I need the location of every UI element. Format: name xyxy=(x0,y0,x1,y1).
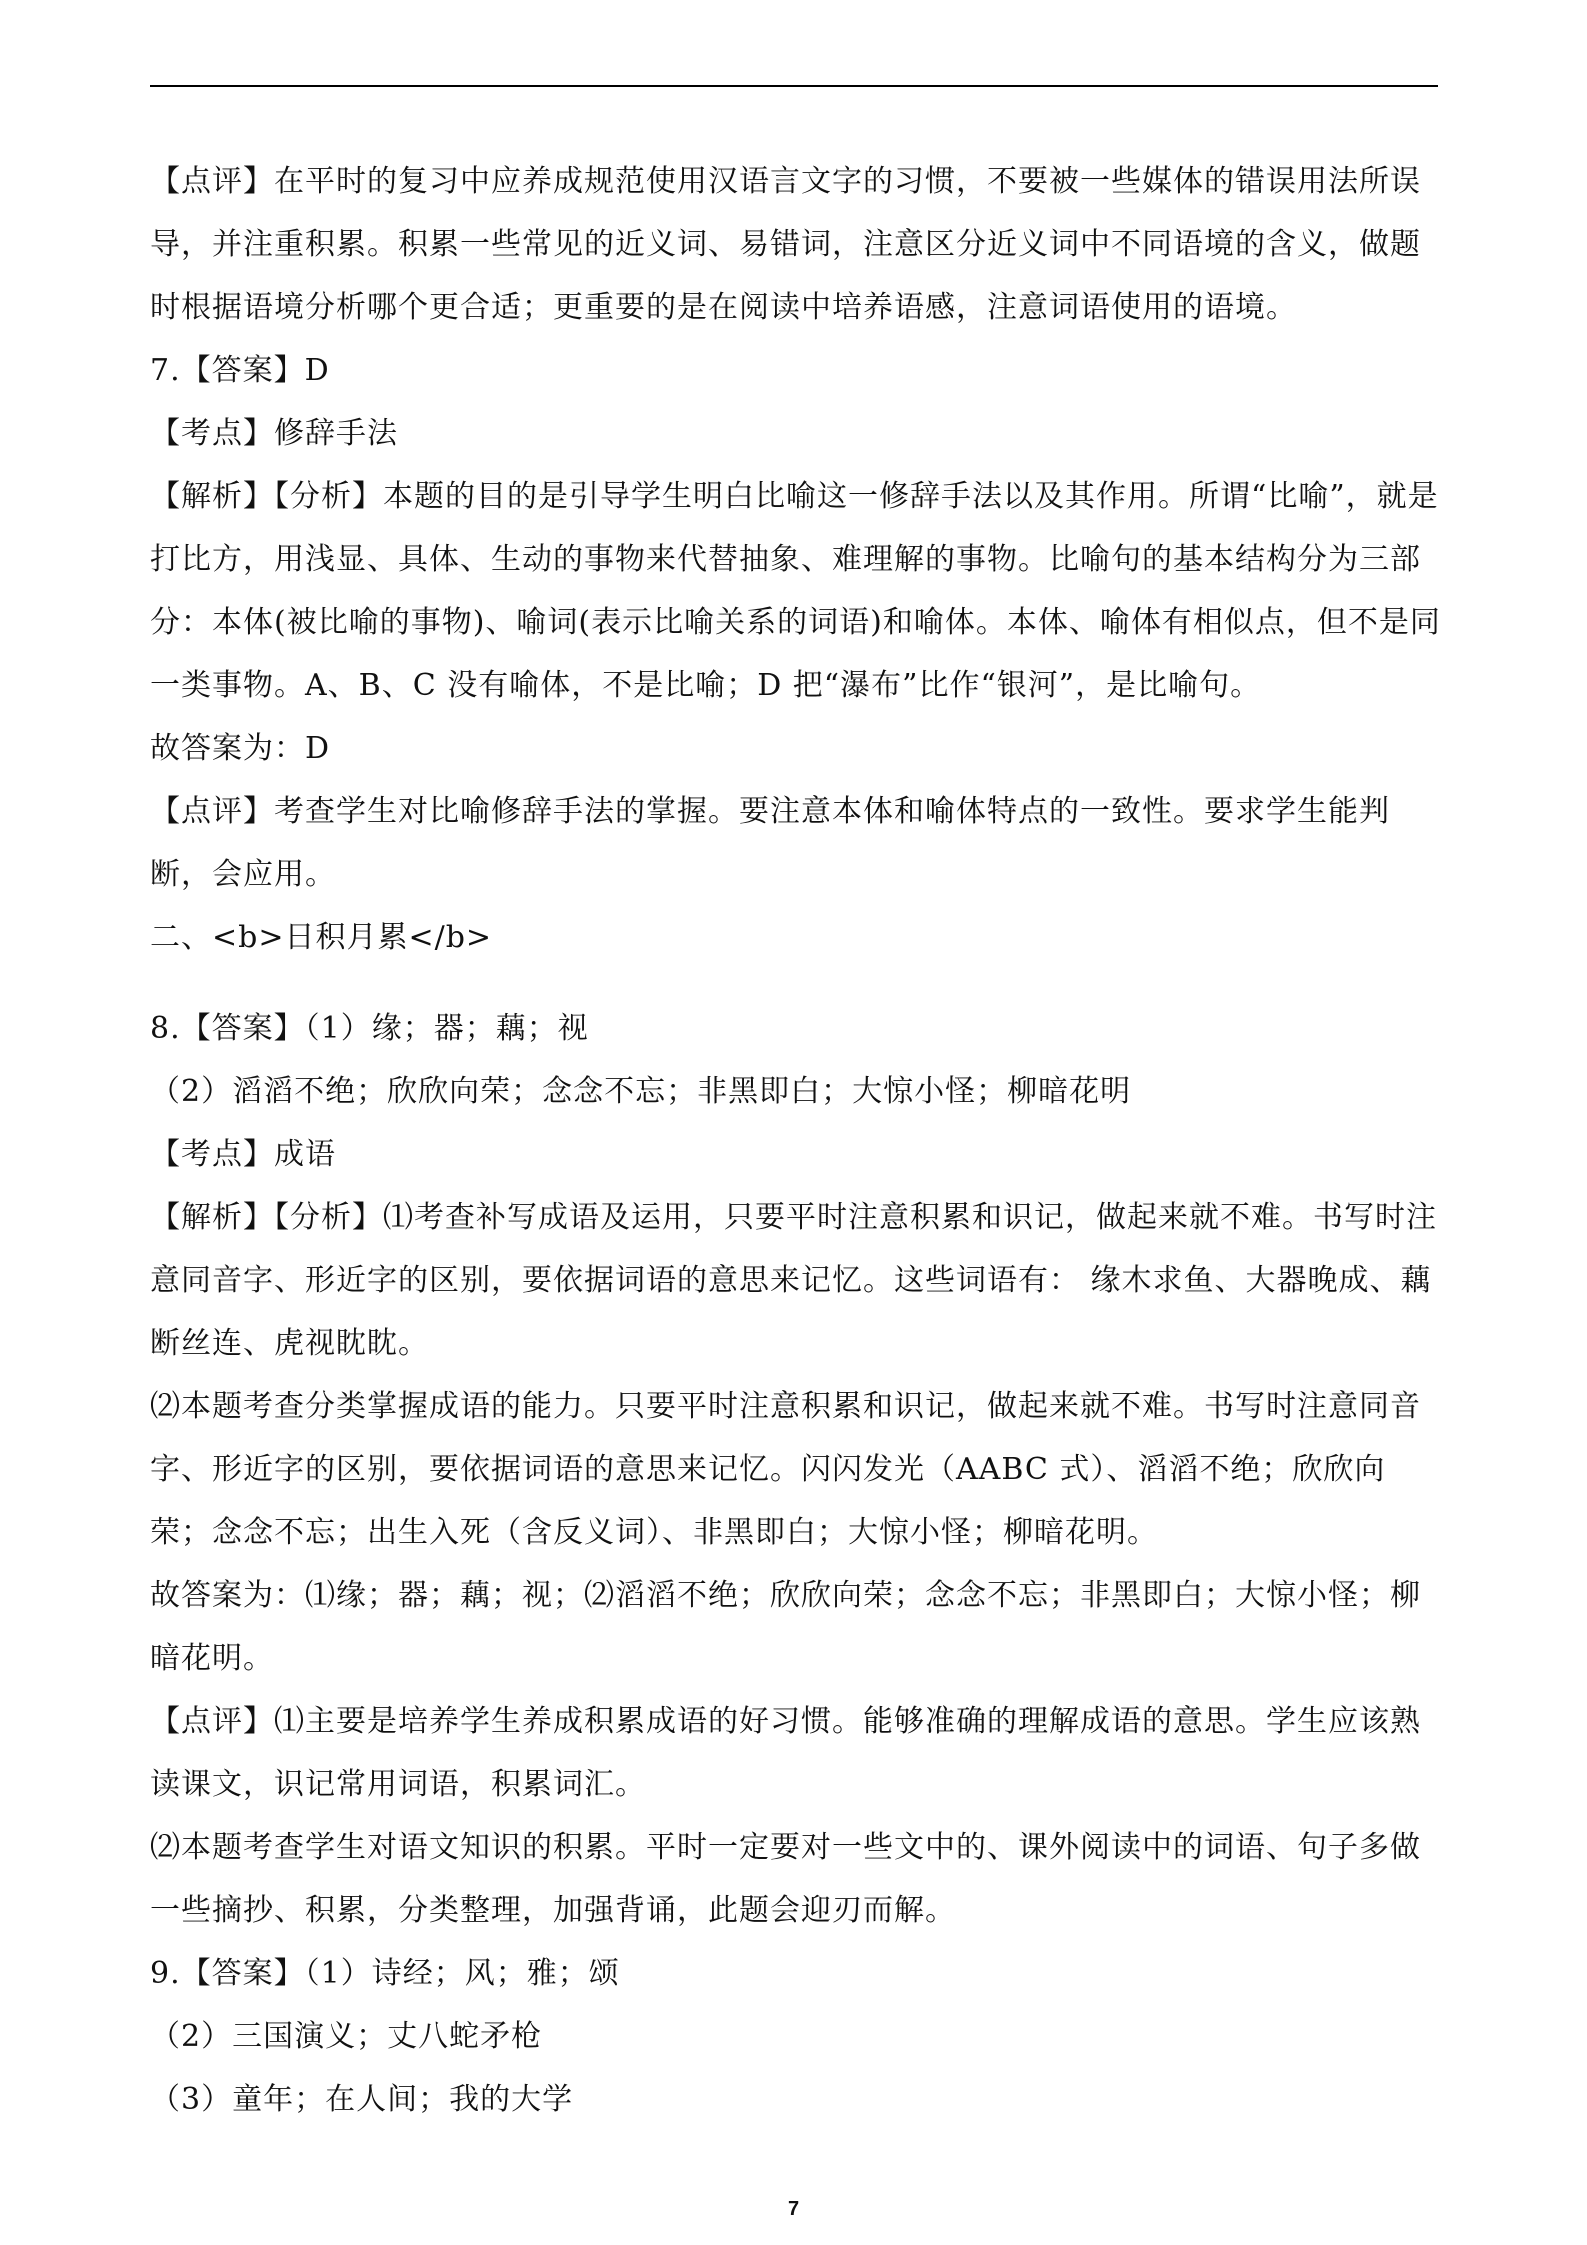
answer-9-part-3: （3）童年；在人间；我的大学 xyxy=(150,2082,574,2117)
test-point-7: 【考点】修辞手法 xyxy=(150,416,398,451)
final-answer-8: 故答案为：⑴缘；器；藕；视；⑵滔滔不绝；欣欣向荣；念念不忘；非黑即白；大惊小怪；柳暗花明。 xyxy=(150,1578,1421,1676)
answer-9-part-2: （2）三国演义；丈八蛇矛枪 xyxy=(150,2019,543,2054)
answer-8-part-1: 8.【答案】（1）缘；器；藕；视 xyxy=(150,1011,589,1046)
page-number: 7 xyxy=(787,2198,800,2220)
spacer xyxy=(150,969,1442,997)
analysis-8-part-2: ⑵本题考查分类掌握成语的能力。只要平时注意积累和识记，做起来就不难。书写时注意同音字、形近字的区别，要依据词语的意思来记忆。闪闪发光（AABC 式）、滔滔不绝；欣欣向荣；念念不忘；出生入死（含反义词）、非黑即白；大惊小怪；柳暗花明。 xyxy=(150,1389,1421,1550)
section-heading: 二、<b>日积月累</b> xyxy=(150,920,493,955)
comment-7: 【点评】考查学生对比喻修辞手法的掌握。要注意本体和喻体特点的一致性。要求学生能判断，会应用。 xyxy=(150,794,1390,892)
answer-7: 7.【答案】D xyxy=(150,353,330,388)
comment-8-part-1: 【点评】⑴主要是培养学生养成积累成语的好习惯。能够准确的理解成语的意思。学生应该熟读课文，识记常用词语，积累词汇。 xyxy=(150,1704,1421,1802)
comment-8-part-2: ⑵本题考查学生对语文知识的积累。平时一定要对一些文中的、课外阅读中的词语、句子多做一些摘抄、积累，分类整理，加强背诵，此题会迎刃而解。 xyxy=(150,1830,1421,1928)
answer-9-part-1: 9.【答案】（1）诗经；风；雅；颂 xyxy=(150,1956,620,1991)
answer-8-part-2: （2）滔滔不绝；欣欣向荣；念念不忘；非黑即白；大惊小怪；柳暗花明 xyxy=(150,1074,1132,1109)
analysis-7: 【解析】【分析】本题的目的是引导学生明白比喻这一修辞手法以及其作用。所谓“比喻”，就是打比方，用浅显、具体、生动的事物来代替抽象、难理解的事物。比喻句的基本结构分为三部分：本体(被比喻的事物)、喻词(表示比喻关系的词语)和喻体。本体、喻体有相似点，但不是同一类事物。A、B、C 没有喻体，不是比喻；D 把“瀑布”比作“银河”，是比喻句。 xyxy=(150,479,1441,703)
analysis-8-part-1: 【解析】【分析】⑴考查补写成语及运用，只要平时注意积累和识记，做起来就不难。书写时注意同音字、形近字的区别，要依据词语的意思来记忆。这些词语有： 缘木求鱼、大器晚成、藕断丝连、虎视眈眈。 xyxy=(150,1200,1437,1361)
header-rule xyxy=(150,85,1438,87)
test-point-8: 【考点】成语 xyxy=(150,1137,336,1172)
comment-paragraph: 【点评】在平时的复习中应养成规范使用汉语言文字的习惯，不要被一些媒体的错误用法所误导，并注重积累。积累一些常见的近义词、易错词，注意区分近义词中不同语境的含义，做题时根据语境分析哪个更合适；更重要的是在阅读中培养语感，注意词语使用的语境。 xyxy=(150,164,1421,325)
final-answer-7: 故答案为：D xyxy=(150,731,331,766)
answer-content xyxy=(150,150,1442,2131)
